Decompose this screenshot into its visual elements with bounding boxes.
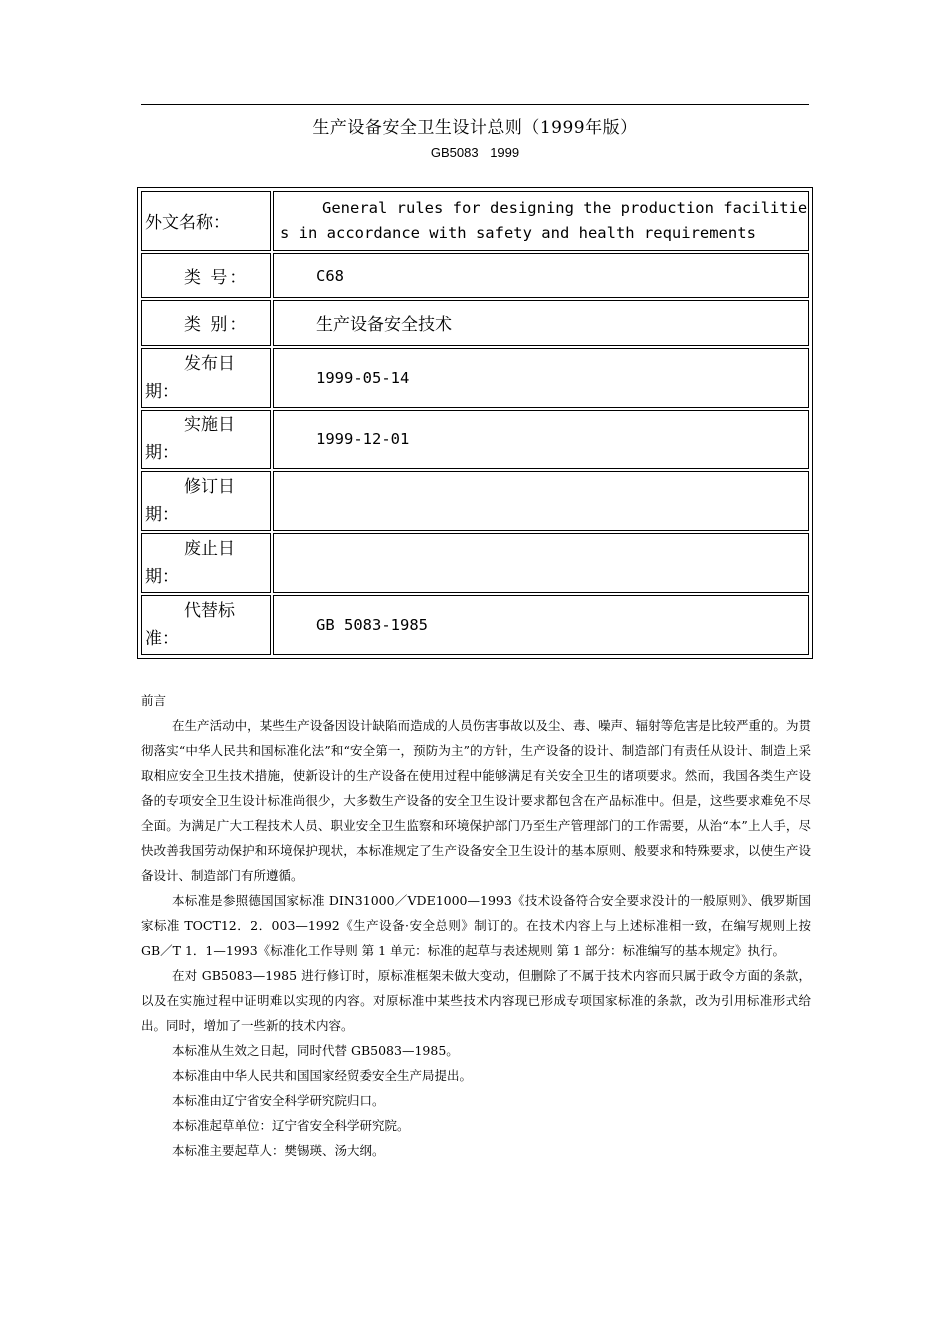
paragraph-3: 在对 GB5083—1985 进行修订时，原标准框架未做大变动，但删除了不属于技术内容而只属于政令方面的条款，以及在实施过程中证明难以实现的内容。对原标准中某些技术内容现已形成专项国家标准的条款，改为引用标准形式给出。同时，增加了一些新的技术内容。	[141, 968, 811, 1033]
publish-date-label-cell	[141, 348, 271, 408]
paragraph-5: 本标准由中华人民共和国国家经贸委安全生产局提出。	[172, 1068, 473, 1083]
abolish-date-label-line2: 期：	[145, 567, 179, 588]
paragraph-6: 本标准由辽宁省安全科学研究院归口。	[172, 1093, 385, 1108]
abolish-date-value	[273, 533, 809, 593]
document-title: 生产设备安全卫生设计总则（1999年版）	[312, 118, 638, 138]
replace-standard-value: GB 5083-1985	[273, 595, 809, 655]
foreign-name-value: General rules for designing the production facilities in accordance with safety and health requirements	[280, 198, 808, 242]
publish-date-label-line2: 期：	[145, 381, 179, 402]
metadata-table	[137, 187, 813, 659]
replace-standard-label-cell	[141, 595, 271, 655]
preface-heading: 前言	[141, 693, 167, 708]
category-label: 类 别：	[184, 315, 249, 336]
effective-date-label-cell	[141, 410, 271, 470]
revise-date-value	[273, 471, 809, 531]
effective-date-label-line1: 实施日	[184, 415, 235, 436]
abolish-date-label-line1: 废止日	[184, 539, 235, 560]
category-value: 生产设备安全技术	[316, 315, 452, 336]
replace-standard-label-line2: 准：	[145, 629, 179, 650]
paragraph-8: 本标准主要起草人：樊锡瑛、汤大纲。	[172, 1143, 385, 1158]
paragraph-7: 本标准起草单位：辽宁省安全科学研究院。	[172, 1118, 410, 1133]
category-value-cell	[273, 300, 809, 345]
paragraph-2: 本标准是参照德国国家标准 DIN31000／VDE1000—1993《技术设备符合安全要求没计的一般原则》、俄罗斯国家标准 TOCT12．2．003—1992《生产设备·安全总则》制订的。在技术内容上与上述标准相一致，在编写规则上按 GB／T 1．1—1993《标准化工作导则 第 1 单元：标准的起草与表述规则 第 1 部分：标准编写的基本规定》执行。	[141, 893, 811, 958]
class-no-label-cell	[141, 253, 271, 298]
class-no-label: 类 号：	[184, 268, 249, 289]
document-body	[141, 688, 811, 1163]
revise-date-label-line1: 修订日	[184, 477, 235, 498]
foreign-name-label: 外文名称：	[145, 213, 230, 234]
publish-date-value: 1999-05-14	[273, 348, 809, 408]
abolish-date-label-cell	[141, 533, 271, 593]
paragraph-1: 在生产活动中，某些生产设备因设计缺陷而造成的人员伤害事故以及尘、毒、噪声、辐射等危害是比较严重的。为贯彻落实“中华人民共和国标准化法”和“安全第一，预防为主”的方针，生产设备的设计、制造部门有责任从设计、制造上采取相应安全卫生技术措施，使新设计的生产设备在使用过程中能够满足有关安全卫生的诸项要求。然而，我国各类生产设备的专项安全卫生设计标准尚很少，大多数生产设备的安全卫生设计要求都包含在产品标准中。但是，这些要求难免不尽全面。为满足广大工程技术人员、职业安全卫生监察和环境保护部门乃至生产管理部门的工作需要，从治“本”上人手，尽快改善我国劳动保护和环境保护现状，本标准规定了生产设备安全卫生设计的基本原则、般要求和特殊要求，以使生产设备设计、制造部门有所遵循。	[141, 718, 811, 883]
replace-standard-label-line1: 代替标	[184, 601, 235, 622]
class-no-value: C68	[273, 253, 809, 298]
foreign-name-value-cell	[273, 191, 809, 251]
publish-date-label-line1: 发布日	[184, 353, 235, 374]
effective-date-label-line2: 期：	[145, 443, 179, 464]
foreign-name-label-cell	[141, 191, 271, 251]
revise-date-label-cell	[141, 471, 271, 531]
effective-date-value: 1999-12-01	[273, 410, 809, 470]
document-code: GB5083 1999	[430, 145, 520, 160]
paragraph-4: 本标准从生效之日起，同时代替 GB5083—1985。	[172, 1043, 459, 1058]
revise-date-label-line2: 期：	[145, 505, 179, 526]
header-rule	[141, 104, 809, 105]
category-label-cell	[141, 300, 271, 345]
